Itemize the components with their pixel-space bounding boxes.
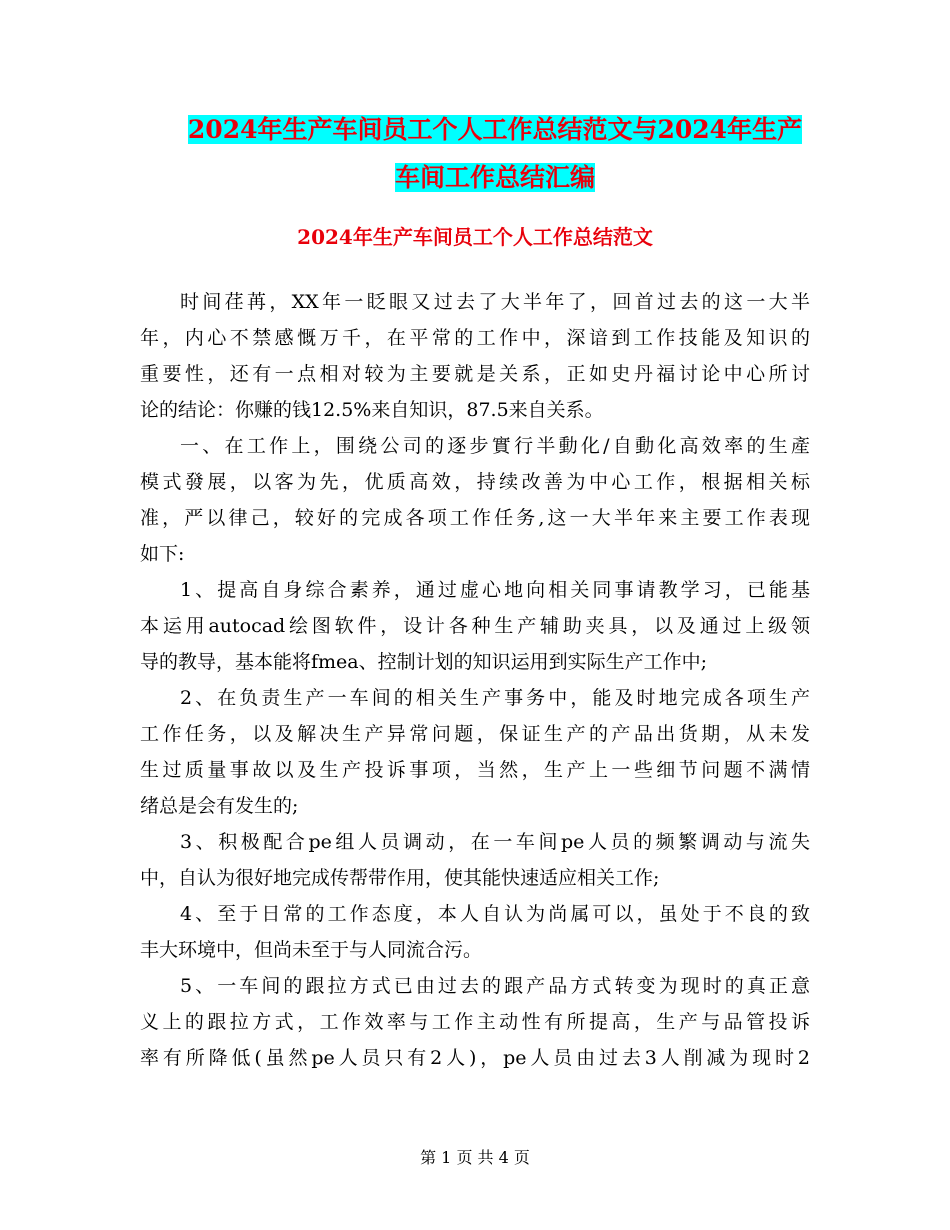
main-title-line-2 bbox=[140, 154, 850, 202]
paragraph-line: 2、在负责生产一车间的相关生产事务中，能及时地完成各项生产 bbox=[180, 687, 810, 709]
paragraph-line: 工作任务，以及解决生产异常问题，保证生产的产品出货期，从未发 bbox=[140, 723, 810, 745]
paragraph bbox=[140, 572, 810, 680]
document-body bbox=[140, 284, 810, 1076]
page-footer: 第 1 页 共 4 页 bbox=[420, 1148, 530, 1167]
paragraph-line: 导的教导，基本能将fmea、控制计划的知识运用到实际生产工作中; bbox=[140, 651, 708, 673]
paragraph-line: 生过质量事故以及生产投诉事项，当然，生产上一些细节问题不满情 bbox=[140, 759, 810, 781]
paragraph-line: 一、在工作上，围绕公司的逐步實行半動化/自動化高效率的生產 bbox=[180, 435, 810, 457]
paragraph bbox=[140, 284, 810, 428]
paragraph-line: 模式發展，以客为先，优质高效，持续改善为中心工作，根据相关标 bbox=[140, 471, 810, 493]
paragraph-line: 准，严以律己，较好的完成各项工作任务,这一大半年来主要工作表现 bbox=[140, 507, 810, 529]
paragraph-line: 3、积极配合pe组人员调动，在一车间pe人员的频繁调动与流失 bbox=[180, 831, 810, 853]
main-title-line-1 bbox=[140, 106, 850, 154]
paragraph-line: 1、提高自身综合素养，通过虚心地向相关同事请教学习，已能基 bbox=[180, 579, 810, 601]
paragraph-line: 丰大环境中，但尚未至于与人同流合污。 bbox=[140, 939, 483, 961]
paragraph-line: 义上的跟拉方式，工作效率与工作主动性有所提高，生产与品管投诉 bbox=[140, 1011, 810, 1033]
paragraph-line: 重要性，还有一点相对较为主要就是关系，正如史丹福讨论中心所讨 bbox=[140, 363, 810, 385]
paragraph bbox=[140, 824, 810, 896]
paragraph-line: 率有所降低(虽然pe人员只有2人)，pe人员由过去3人削减为现时2 bbox=[140, 1047, 810, 1069]
main-title-text-1: 2024年生产车间员工个人工作总结范文与2024年生产 bbox=[187, 115, 803, 144]
paragraph bbox=[140, 428, 810, 572]
main-title-text-2: 车间工作总结汇编 bbox=[394, 163, 595, 192]
paragraph-line: 5、一车间的跟拉方式已由过去的跟产品方式转变为现时的真正意 bbox=[180, 975, 810, 997]
section-title: 2024年生产车间员工个人工作总结范文 bbox=[297, 225, 653, 249]
paragraph-line: 如下: bbox=[140, 543, 185, 565]
paragraph bbox=[140, 896, 810, 968]
paragraph-line: 年，内心不禁感慨万千，在平常的工作中，深谙到工作技能及知识的 bbox=[140, 327, 810, 349]
paragraph-line: 论的结论：你赚的钱12.5%来自知识，87.5来自关系。 bbox=[140, 399, 604, 421]
paragraph bbox=[140, 680, 810, 824]
paragraph-line: 本运用autocad绘图软件，设计各种生产辅助夹具，以及通过上级领 bbox=[140, 615, 810, 637]
paragraph bbox=[140, 968, 810, 1076]
paragraph-line: 4、至于日常的工作态度，本人自认为尚属可以，虽处于不良的致 bbox=[180, 903, 810, 925]
paragraph-line: 中，自认为很好地完成传帮带作用，使其能快速适应相关工作; bbox=[140, 867, 660, 889]
paragraph-line: 绪总是会有发生的; bbox=[140, 795, 299, 817]
paragraph-line: 时间荏苒，XX年一眨眼又过去了大半年了，回首过去的这一大半 bbox=[180, 291, 810, 313]
